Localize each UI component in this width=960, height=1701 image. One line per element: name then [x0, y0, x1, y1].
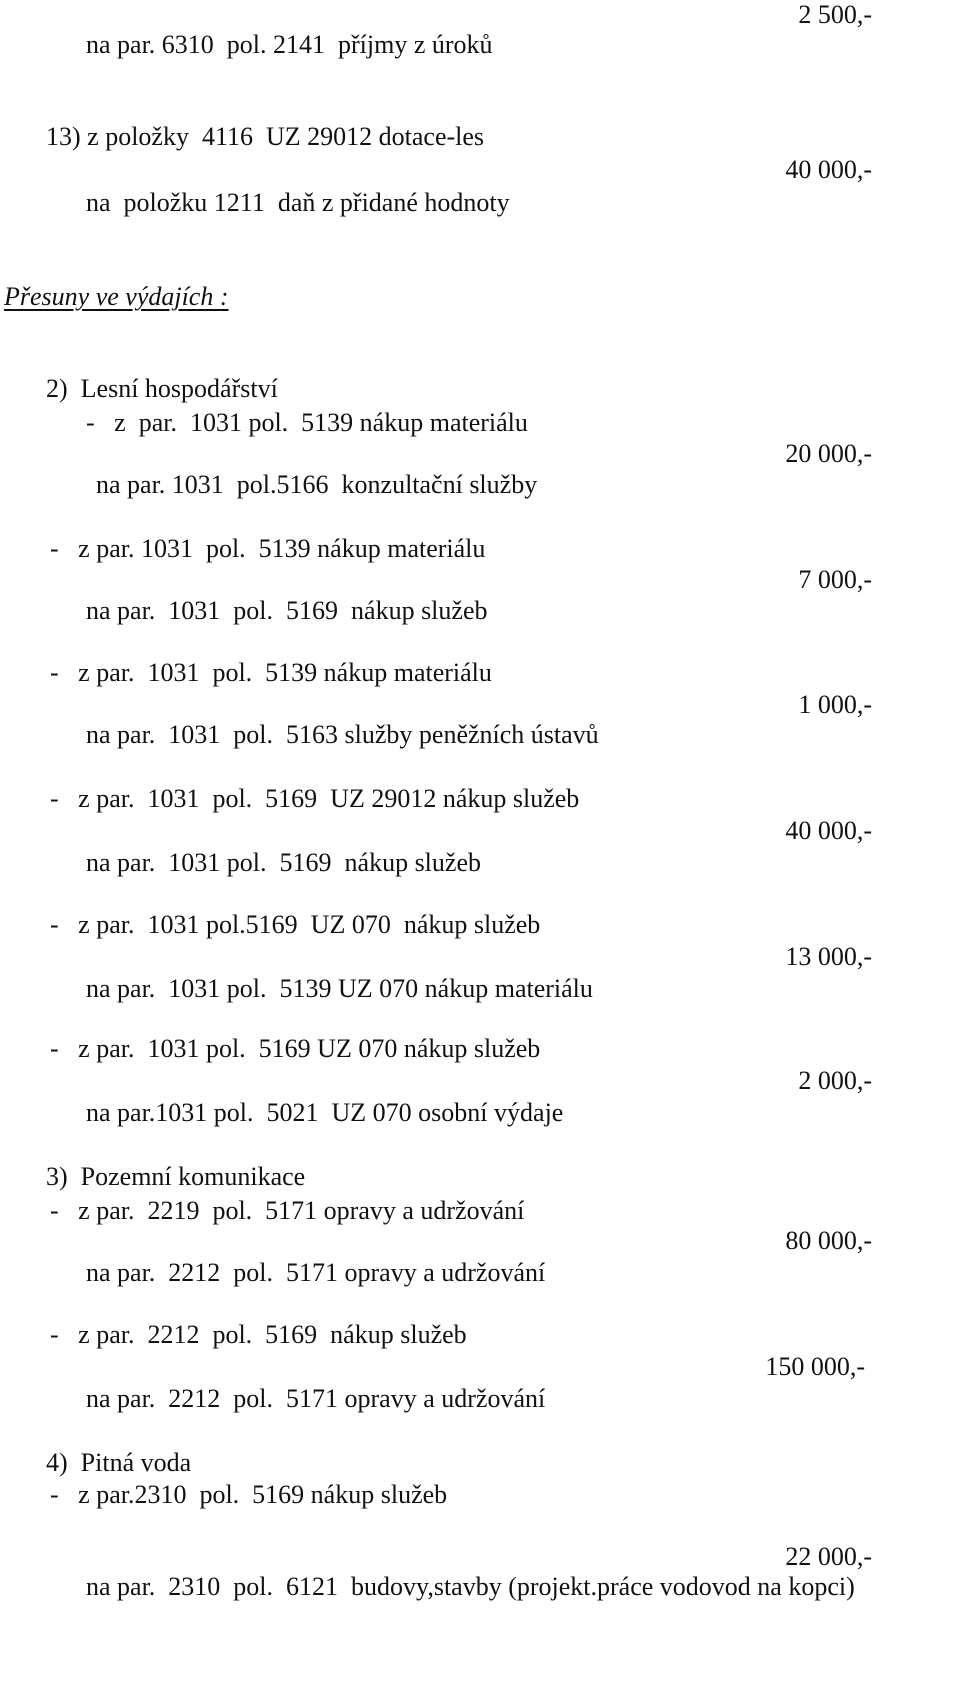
section2-entry2-from: - z par. 1031 pol. 5139 nákup materiálu — [50, 658, 492, 687]
section2-entry2-amount: 1 000,- — [798, 690, 872, 719]
section2-entry4-to: na par. 1031 pol. 5139 UZ 070 nákup materiálu — [86, 974, 593, 1003]
section2-entry5-to: na par.1031 pol. 5021 UZ 070 osobní výdaje — [86, 1098, 564, 1127]
section4-title: 4) Pitná voda — [46, 1448, 192, 1477]
section2-entry4-from: - z par. 1031 pol.5169 UZ 070 nákup služeb — [50, 910, 541, 939]
section3-entry1-to: na par. 2212 pol. 5171 opravy a udržování — [86, 1384, 546, 1413]
item13-to-line: na položku 1211 daň z přidané hodnoty — [86, 188, 510, 217]
section2-entry3-to: na par. 1031 pol. 5169 nákup služeb — [86, 848, 481, 877]
expense-heading: Přesuny ve výdajích : — [4, 282, 229, 311]
section2-entry1-amount: 7 000,- — [798, 565, 872, 594]
item12-to-line: na par. 6310 pol. 2141 příjmy z úroků — [86, 30, 493, 59]
section3-entry1-from: - z par. 2212 pol. 5169 nákup služeb — [50, 1320, 467, 1349]
section2-entry3-amount: 40 000,- — [785, 816, 872, 845]
item13-from-line: 13) z položky 4116 UZ 29012 dotace-les — [46, 122, 485, 151]
section4-entry0-from: - z par.2310 pol. 5169 nákup služeb — [50, 1480, 448, 1509]
section2-entry5-amount: 2 000,- — [798, 1066, 872, 1095]
section3-entry0-amount: 80 000,- — [785, 1226, 872, 1255]
section4-entry0-amount: 22 000,- — [785, 1542, 872, 1571]
section2-entry3-from: - z par. 1031 pol. 5169 UZ 29012 nákup služeb — [50, 784, 580, 813]
section2-entry5-from: - z par. 1031 pol. 5169 UZ 070 nákup služeb — [50, 1034, 541, 1063]
section2-entry0-amount: 20 000,- — [785, 439, 872, 468]
section2-entry2-to: na par. 1031 pol. 5163 služby peněžních ústavů — [86, 720, 599, 749]
item12-amount: 2 500,- — [798, 0, 872, 29]
section2-entry0-to: na par. 1031 pol.5166 konzultační služby — [96, 470, 538, 499]
section3-entry0-from: - z par. 2219 pol. 5171 opravy a udržování — [50, 1196, 525, 1225]
section3-title: 3) Pozemní komunikace — [46, 1162, 306, 1191]
section2-entry1-from: - z par. 1031 pol. 5139 nákup materiálu — [50, 534, 486, 563]
section2-entry4-amount: 13 000,- — [785, 942, 872, 971]
section3-entry0-to: na par. 2212 pol. 5171 opravy a udržování — [86, 1258, 546, 1287]
section2-title: 2) Lesní hospodářství — [46, 374, 278, 403]
item13-amount: 40 000,- — [785, 155, 872, 184]
section2-entry1-to: na par. 1031 pol. 5169 nákup služeb — [86, 596, 488, 625]
section4-entry0-to: na par. 2310 pol. 6121 budovy,stavby (projekt.práce vodovod na kopci) — [86, 1572, 855, 1601]
section2-entry0-from: - z par. 1031 pol. 5139 nákup materiálu — [86, 408, 528, 437]
section3-entry1-amount: 150 000,- — [765, 1352, 865, 1381]
